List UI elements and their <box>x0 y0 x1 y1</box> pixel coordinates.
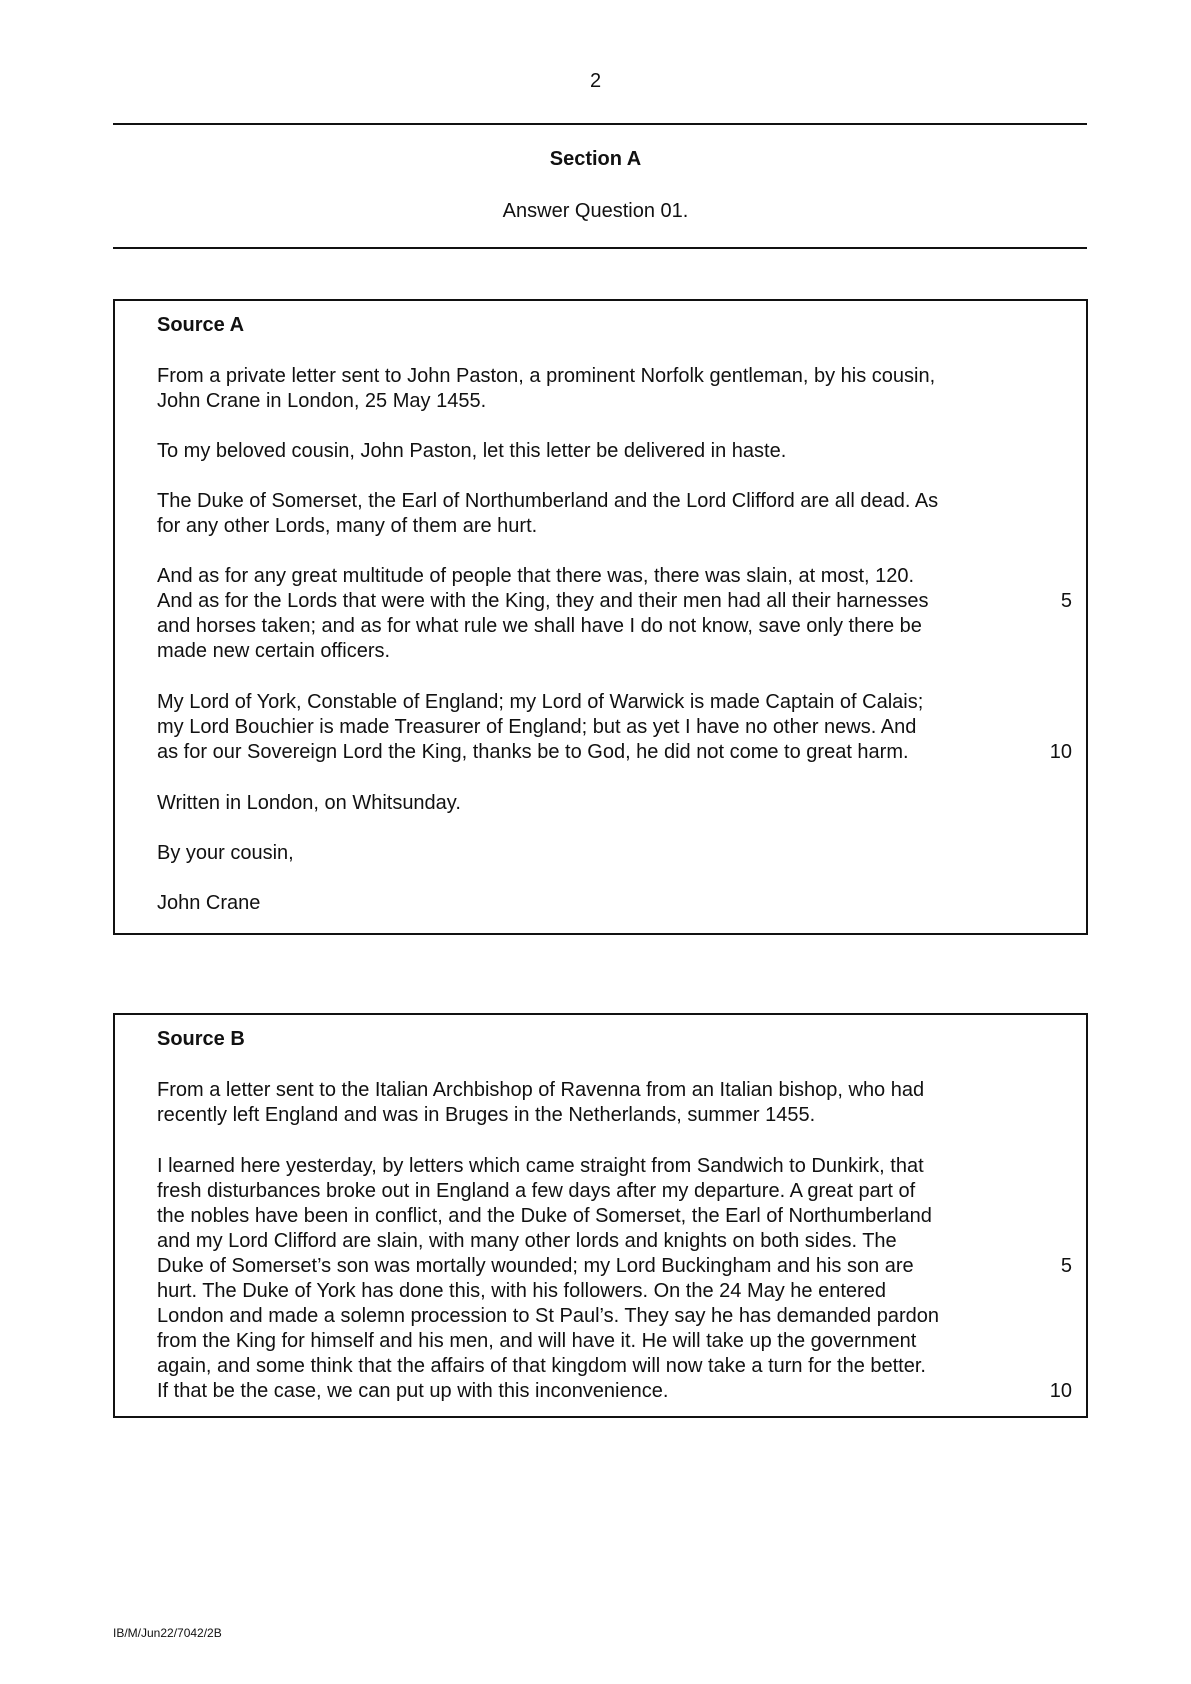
source-b-line: Duke of Somerset’s son was mortally wounded; my Lord Buckingham and his son are <box>157 1255 914 1277</box>
header-rule-top <box>113 123 1087 125</box>
footer-code: IB/M/Jun22/7042/2B <box>113 1626 222 1640</box>
source-b-line: recently left England and was in Bruges in the Netherlands, summer 1455. <box>157 1104 816 1126</box>
source-a-line: And as for the Lords that were with the King, they and their men had all their harnesses <box>157 590 929 612</box>
source-b-line-number: 10 <box>1049 1380 1072 1402</box>
source-b-line: From a letter sent to the Italian Archbishop of Ravenna from an Italian bishop, who had <box>157 1079 925 1101</box>
header-rule-bottom <box>113 247 1087 249</box>
source-b-line: If that be the case, we can put up with this inconvenience. <box>157 1380 669 1402</box>
source-a-line: My Lord of York, Constable of England; my Lord of Warwick is made Captain of Calais; <box>157 691 924 713</box>
source-a-line: And as for any great multitude of people that there was, there was slain, at most, 120. <box>157 565 915 587</box>
source-a-line: John Crane in London, 25 May 1455. <box>157 390 487 412</box>
source-a-title: Source A <box>157 314 245 336</box>
source-a-line: To my beloved cousin, John Paston, let this letter be delivered in haste. <box>157 440 787 462</box>
source-b-line: London and made a solemn procession to St Paul’s. They say he has demanded pardon <box>157 1305 940 1327</box>
source-b-line: fresh disturbances broke out in England a few days after my departure. A great part of <box>157 1180 916 1202</box>
source-a-line-number: 10 <box>1049 741 1072 763</box>
source-a-line: Written in London, on Whitsunday. <box>157 792 461 814</box>
source-b-box <box>113 1013 1088 1418</box>
source-b-line-number: 5 <box>1060 1255 1072 1277</box>
source-a-line: By your cousin, <box>157 842 294 864</box>
source-b-line: hurt. The Duke of York has done this, with his followers. On the 24 May he entered <box>157 1280 886 1302</box>
source-a-line: John Crane <box>157 892 261 914</box>
source-a-line-number: 5 <box>1060 590 1072 612</box>
source-a-line: for any other Lords, many of them are hurt. <box>157 515 538 537</box>
section-instruction: Answer Question 01. <box>502 200 689 222</box>
source-a-line: as for our Sovereign Lord the King, thanks be to God, he did not come to great harm. <box>157 741 909 763</box>
source-b-line: I learned here yesterday, by letters which came straight from Sandwich to Dunkirk, that <box>157 1155 924 1177</box>
source-a-box <box>113 299 1088 935</box>
source-b-line: from the King for himself and his men, and will have it. He will take up the government <box>157 1330 917 1352</box>
source-a-line: The Duke of Somerset, the Earl of Northumberland and the Lord Clifford are all dead. As <box>157 490 939 512</box>
source-b-line: the nobles have been in conflict, and the Duke of Somerset, the Earl of Northumberland <box>157 1205 932 1227</box>
section-title: Section A <box>549 148 642 170</box>
source-a-line: From a private letter sent to John Paston, a prominent Norfolk gentleman, by his cousin, <box>157 365 936 387</box>
source-a-line: made new certain officers. <box>157 640 391 662</box>
page-number: 2 <box>589 70 602 92</box>
source-a-line: my Lord Bouchier is made Treasurer of England; but as yet I have no other news. And <box>157 716 917 738</box>
source-b-line: and my Lord Clifford are slain, with many other lords and knights on both sides. The <box>157 1230 897 1252</box>
source-a-line: and horses taken; and as for what rule we shall have I do not know, save only there be <box>157 615 922 637</box>
source-b-title: Source B <box>157 1028 245 1050</box>
source-b-line: again, and some think that the affairs of that kingdom will now take a turn for the better. <box>157 1355 926 1377</box>
